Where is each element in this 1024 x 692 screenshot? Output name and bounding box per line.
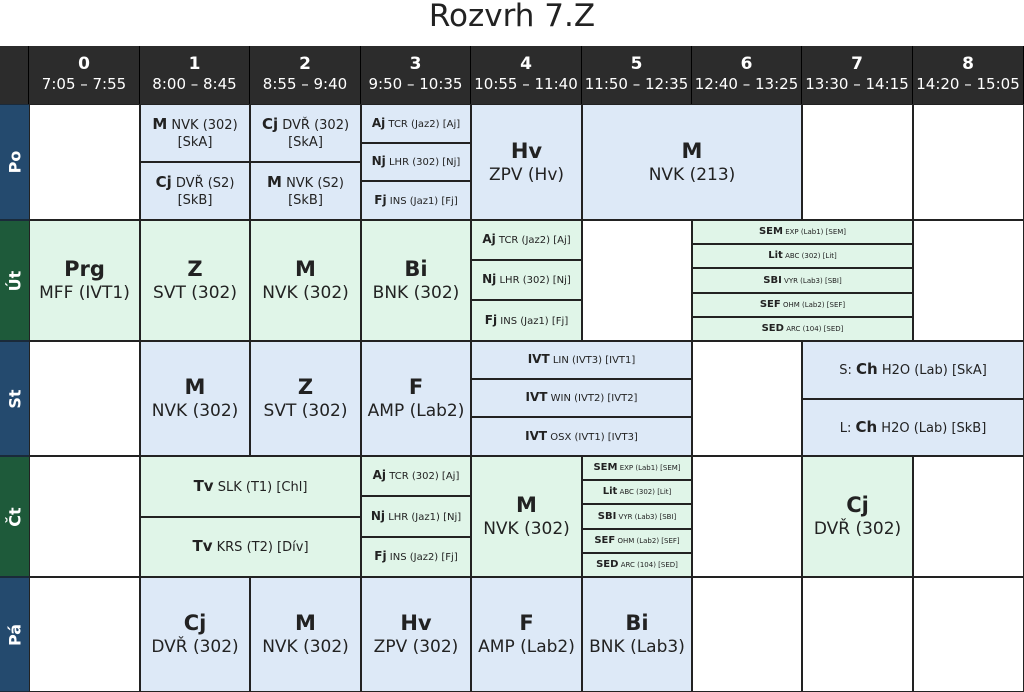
lesson-subject: SED [596, 559, 619, 570]
lesson-cell[interactable] [361, 143, 471, 181]
lesson-detail: WIN (IVT2) [IVT2] [550, 393, 638, 404]
period-time: 8:00 – 8:45 [152, 75, 237, 93]
lesson-subject: M [152, 114, 168, 133]
lesson-detail: NVK (302) [151, 401, 239, 421]
lesson-detail: OHM (Lab2) [SEF] [617, 537, 680, 545]
lesson-detail: TCR (Jaz2) [Aj] [388, 118, 461, 130]
lesson-cell[interactable] [802, 456, 913, 577]
lesson-subject: Aj [371, 115, 386, 130]
empty-cell [802, 104, 913, 220]
lesson-cell[interactable] [361, 537, 471, 577]
lesson-detail: H2O (Lab) [SkA] [881, 363, 987, 378]
period-number: 0 [78, 54, 90, 74]
lesson-subject: Tv [193, 476, 214, 495]
lesson-cell[interactable] [802, 399, 1024, 456]
lesson-cell[interactable] [250, 220, 361, 341]
lesson-cell[interactable] [692, 293, 913, 317]
lesson-subject: Hv [510, 138, 543, 163]
lesson-detail: AMP (Lab2) [367, 401, 465, 421]
lesson-detail: TCR (Jaz2) [Aj] [498, 235, 571, 246]
lesson-detail: NVK (213) [648, 164, 736, 185]
lesson-detail: ZPV (302) [373, 637, 459, 657]
lesson-detail: LHR (Jaz1) [Nj] [388, 511, 462, 523]
lesson-detail: VYR (Lab3) [SBI] [784, 276, 842, 285]
lesson-cell[interactable] [250, 162, 361, 220]
lesson-cell[interactable] [471, 260, 582, 300]
period-time: 9:50 – 10:35 [368, 75, 463, 93]
empty-cell [913, 104, 1024, 220]
period-number: 2 [299, 54, 311, 74]
period-time: 12:40 – 13:25 [694, 75, 799, 93]
period-number: 1 [188, 54, 201, 74]
period-time: 7:05 – 7:55 [41, 75, 127, 93]
empty-cell [913, 456, 1024, 577]
page-title: Rozvrh 7.Z [428, 0, 596, 34]
lesson-detail: LHR (302) [Nj] [499, 275, 571, 286]
lesson-subject: Fj [484, 312, 498, 327]
lesson-subject: M [295, 611, 316, 635]
lesson-subject: M [516, 493, 537, 517]
day-text: Út [5, 270, 24, 291]
lesson-detail: ABC (302) [Lit] [785, 252, 837, 260]
empty-cell [692, 456, 802, 577]
lesson-detail: NVK (302) [262, 637, 349, 657]
lesson-subject: Nj [482, 272, 497, 286]
lesson-detail: INS (Jaz1) [Fj] [389, 195, 458, 207]
empty-cell [29, 341, 140, 456]
lesson-cell[interactable] [582, 577, 692, 692]
lesson-subject: SEF [594, 535, 616, 546]
lesson-subject: Nj [371, 154, 386, 168]
lesson-cell[interactable] [471, 220, 582, 260]
lesson-detail: DVŘ (302) [SkA] [282, 117, 350, 150]
timetable [0, 46, 1024, 692]
lesson-detail: NVK (S2) [SkB] [286, 175, 345, 208]
lesson-detail: SLK (T1) [Chl] [217, 479, 308, 495]
lesson-cell[interactable] [250, 577, 361, 692]
lesson-detail: EXP (Lab1) [SEM] [619, 464, 681, 472]
lesson-cell[interactable] [692, 268, 913, 293]
lesson-subject: M [295, 257, 316, 281]
lesson-cell[interactable] [802, 341, 1024, 399]
lesson-subject: Bi [404, 257, 428, 281]
lesson-subject: F [519, 611, 534, 635]
empty-cell [29, 577, 140, 692]
lesson-detail: SVT (302) [153, 283, 237, 303]
period-time: 13:30 – 14:15 [805, 75, 909, 93]
lesson-detail: LIN (IVT3) [IVT1] [552, 355, 636, 366]
lesson-cell[interactable] [361, 104, 471, 143]
lesson-subject: IVT [527, 352, 550, 366]
lesson-subject: SEF [759, 299, 781, 310]
lesson-subject: SEM [593, 462, 618, 473]
lesson-detail: TCR (302) [Aj] [389, 471, 460, 482]
day-label-ut [0, 220, 29, 341]
lesson-subject: Z [187, 257, 203, 281]
lesson-subject: M [184, 375, 206, 399]
lesson-subject: Cj [846, 493, 869, 517]
lesson-cell[interactable] [140, 456, 361, 517]
empty-cell [913, 220, 1024, 341]
lesson-cell[interactable] [692, 317, 913, 341]
period-header-0 [29, 46, 140, 104]
period-header-4 [471, 46, 582, 104]
lesson-cell[interactable] [471, 104, 582, 220]
empty-cell [29, 456, 140, 577]
lesson-cell[interactable] [582, 456, 692, 480]
lesson-detail: ABC (302) [Lit] [619, 488, 672, 496]
lesson-subject: Aj [482, 232, 496, 246]
lesson-cell[interactable] [582, 529, 692, 553]
period-header-6 [692, 46, 802, 104]
lesson-detail: OHM (Lab2) [SEF] [782, 301, 846, 309]
lesson-detail: DVŘ (302) [151, 637, 239, 657]
lesson-detail: INS (Jaz1) [Fj] [500, 315, 569, 327]
period-time: 8:55 – 9:40 [262, 75, 348, 93]
period-time: 14:20 – 15:05 [916, 75, 1020, 93]
lesson-cell[interactable] [582, 504, 692, 529]
period-number: 6 [740, 54, 753, 74]
lesson-detail: DVŘ (302) [813, 519, 902, 539]
lesson-cell[interactable] [140, 104, 250, 162]
empty-cell [913, 577, 1024, 692]
lesson-cell[interactable] [471, 456, 582, 577]
lesson-cell[interactable] [361, 456, 471, 496]
lesson-cell[interactable] [140, 577, 250, 692]
lesson-cell[interactable] [582, 104, 802, 220]
lesson-detail: KRS (T2) [Dív] [216, 540, 309, 555]
lesson-detail: AMP (Lab2) [478, 637, 575, 657]
empty-cell [692, 341, 802, 456]
period-number: 5 [630, 54, 643, 74]
lesson-detail: VYR (Lab3) [SBI] [618, 512, 677, 521]
lesson-cell[interactable] [140, 341, 250, 456]
period-time: 10:55 – 11:40 [474, 75, 578, 93]
lesson-subject: Fj [374, 549, 387, 563]
day-text: Po [5, 150, 24, 174]
lesson-detail: NVK (302) [262, 283, 349, 303]
lesson-week-prefix: L: [839, 420, 852, 436]
lesson-detail: BNK (Lab3) [589, 637, 685, 657]
lesson-subject: M [681, 138, 703, 163]
period-header-8 [913, 46, 1024, 104]
period-header-5 [582, 46, 692, 104]
lesson-cell[interactable] [140, 517, 361, 577]
lesson-detail: ZPV (Hv) [488, 164, 565, 185]
day-label-po [0, 104, 29, 220]
period-header-7 [802, 46, 913, 104]
lesson-subject: IVT [525, 428, 548, 443]
lesson-cell[interactable] [361, 341, 471, 456]
lesson-detail: INS (Jaz2) [Fj] [389, 552, 458, 563]
lesson-subject: IVT [525, 390, 548, 404]
lesson-subject: Z [297, 375, 314, 399]
period-number: 4 [520, 54, 532, 74]
lesson-subject: Bi [625, 611, 649, 635]
period-number: 7 [851, 54, 863, 74]
lesson-cell[interactable] [250, 104, 361, 162]
lesson-detail: MFF (IVT1) [39, 283, 130, 303]
day-text: Čt [5, 506, 24, 527]
lesson-subject: Lit [602, 486, 618, 497]
lesson-subject: Nj [370, 508, 385, 523]
day-label-st [0, 341, 29, 456]
lesson-cell[interactable] [692, 220, 913, 244]
lesson-subject: Aj [372, 468, 387, 482]
lesson-subject: Prg [64, 257, 105, 281]
period-time: 11:50 – 12:35 [584, 75, 689, 93]
lesson-cell[interactable] [692, 244, 913, 268]
lesson-subject: Fj [374, 192, 387, 207]
day-text: St [5, 388, 24, 409]
lesson-cell[interactable] [361, 181, 471, 220]
lesson-detail: EXP (Lab1) [SEM] [785, 228, 847, 236]
lesson-subject: Cj [261, 114, 279, 133]
lesson-subject: Cj [155, 172, 172, 191]
empty-cell [29, 104, 140, 220]
lesson-cell[interactable] [140, 162, 250, 220]
lesson-detail: DVŘ (S2) [SkB] [175, 175, 235, 208]
lesson-subject: M [266, 172, 282, 191]
lesson-detail: ARC (104) [SED] [620, 561, 678, 569]
lesson-subject: Ch [855, 360, 878, 378]
lesson-subject: F [408, 375, 424, 399]
lesson-detail: OSX (IVT1) [IVT3] [550, 431, 638, 443]
lesson-detail: H2O (Lab) [SkB] [881, 420, 987, 436]
lesson-week-prefix: S: [839, 363, 852, 378]
lesson-cell[interactable] [250, 341, 361, 456]
lesson-cell[interactable] [582, 480, 692, 504]
lesson-cell[interactable] [471, 577, 582, 692]
lesson-cell[interactable] [471, 379, 692, 417]
day-label-ct [0, 456, 29, 577]
period-number: 3 [409, 54, 422, 74]
lesson-cell[interactable] [471, 417, 692, 456]
lesson-cell[interactable] [582, 553, 692, 577]
period-header-2 [250, 46, 361, 104]
corner-cell [0, 46, 29, 104]
lesson-cell[interactable] [361, 220, 471, 341]
lesson-detail: ARC (104) [SED] [786, 325, 844, 333]
period-header-1 [140, 46, 250, 104]
lesson-detail: NVK (302) [SkA] [171, 117, 238, 150]
period-header-3 [361, 46, 471, 104]
lesson-subject: Hv [400, 611, 432, 635]
lesson-subject: Cj [183, 611, 207, 635]
lesson-subject: SBI [597, 510, 617, 522]
lesson-subject: Ch [855, 417, 878, 436]
period-number: 8 [962, 54, 974, 74]
lesson-cell[interactable] [361, 496, 471, 537]
empty-cell [692, 577, 802, 692]
lesson-cell[interactable] [29, 220, 140, 341]
lesson-subject: Lit [768, 250, 783, 261]
lesson-detail: NVK (302) [483, 519, 570, 539]
empty-cell [582, 220, 692, 341]
day-text: Pá [5, 623, 24, 646]
lesson-subject: SBI [763, 274, 782, 286]
lesson-detail: SVT (302) [263, 401, 348, 421]
lesson-subject: SEM [758, 226, 783, 237]
lesson-detail: BNK (302) [372, 283, 460, 303]
day-label-pa [0, 577, 29, 692]
lesson-detail: LHR (302) [Nj] [388, 157, 461, 168]
lesson-subject: SED [761, 323, 784, 334]
lesson-subject: Tv [192, 537, 213, 555]
empty-cell [802, 577, 913, 692]
lesson-cell[interactable] [361, 577, 471, 692]
lesson-cell[interactable] [140, 220, 250, 341]
lesson-cell[interactable] [471, 300, 582, 341]
lesson-cell[interactable] [471, 341, 692, 379]
